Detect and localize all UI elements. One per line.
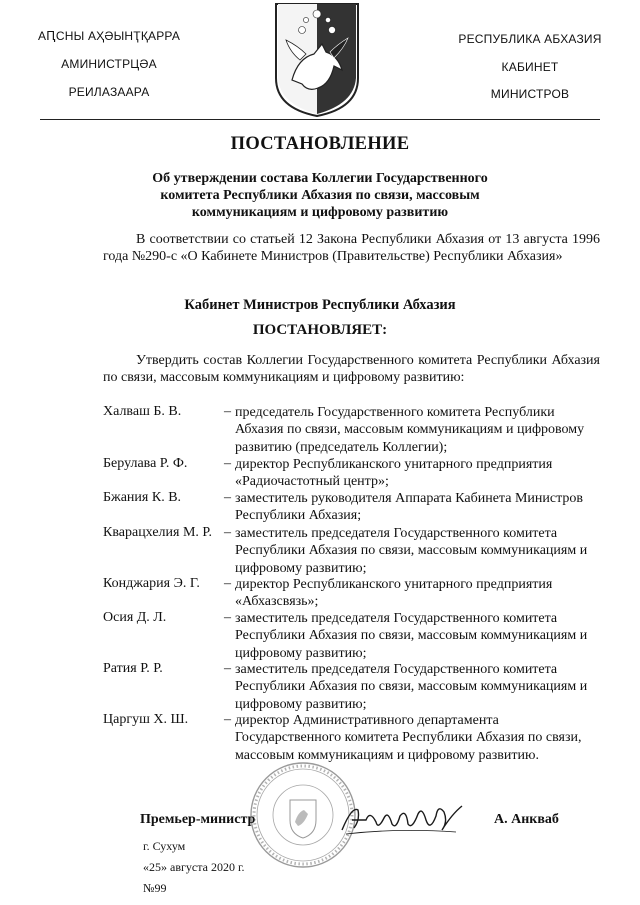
document-type: ПОСТАНОВЛЕНИЕ (230, 134, 410, 154)
issue-date: «25» августа 2020 г. (143, 860, 245, 874)
signatory-position: Премьер-министр (140, 812, 256, 827)
document-number: №99 (143, 881, 167, 895)
coat-of-arms-emblem (272, 0, 362, 118)
member-role: председатель Государственного комитета Республики Абхазия по связи, массовым коммуникациям и цифровому развитию (председатель Коллегии); (235, 405, 585, 455)
member-name: Царгуш Х. Ш. (103, 712, 189, 727)
header-left-line-2: АМИНИСТРЦӘА (61, 57, 157, 71)
header-divider (40, 119, 600, 120)
member-dash: – (224, 525, 231, 540)
member-name: Конджария Э. Г. (103, 576, 200, 591)
member-dash: – (224, 661, 231, 676)
header-right-line-1: РЕСПУБЛИКА АБХАЗИЯ (458, 32, 602, 46)
member-name: Осия Д. Л. (103, 610, 167, 625)
document-title-line-3: коммуникациям и цифровому развитию (191, 205, 449, 220)
preamble-paragraph: В соответствии со статьей 12 Закона Республики Абхазия от 13 августа 1996 года №290-с «О Кабинете Министров (Правительстве) Республики Абхазия» (103, 232, 600, 265)
signatory-name: А. Анкваб (494, 812, 559, 827)
member-role: заместитель председателя Государственного комитета Республики Абхазия по связи, массовым коммуникациям и цифровому развитию; (235, 526, 588, 576)
document-title-line-1: Об утверждении состава Коллегии Государственного (152, 171, 488, 186)
header-right-line-2: КАБИНЕТ (501, 60, 559, 74)
issuer-line: Кабинет Министров Республики Абхазия (184, 297, 456, 313)
member-dash: – (224, 404, 231, 419)
document-title-line-2: комитета Республики Абхазия по связи, массовым (160, 188, 480, 203)
member-dash: – (224, 610, 231, 625)
resolves-heading: ПОСТАНОВЛЯЕТ: (252, 322, 388, 338)
member-name: Халваш Б. В. (103, 404, 182, 419)
member-role: директор Административного департамента Государственного комитета Республики Абхазия по связи, массовым коммуникациям и цифровому развитию. (235, 713, 582, 763)
member-name: Бжания К. В. (103, 490, 182, 505)
member-name: Кварацхелия М. Р. (103, 525, 212, 540)
member-dash: – (224, 456, 231, 471)
resolution-paragraph: Утвердить состав Коллегии Государственного комитета Республики Абхазия по связи, массовым коммуникациям и цифровому развитию: (103, 353, 600, 386)
member-dash: – (224, 712, 231, 727)
member-role: заместитель председателя Государственного комитета Республики Абхазия по связи, массовым коммуникациям и цифровому развитию; (235, 662, 588, 712)
member-role: заместитель руководителя Аппарата Кабинета Министров Республики Абхазия; (235, 491, 583, 524)
member-dash: – (224, 490, 231, 505)
member-name: Ратия Р. Р. (103, 661, 163, 676)
member-role: директор Республиканского унитарного предприятия «Радиочастотный центр»; (235, 457, 553, 490)
member-dash: – (224, 576, 231, 591)
member-role: директор Республиканского унитарного предприятия «Абхазсвязь»; (235, 577, 553, 610)
handwritten-signature (338, 800, 473, 840)
member-name: Берулава Р. Ф. (103, 456, 188, 471)
member-role: заместитель председателя Государственного комитета Республики Абхазия по связи, массовым коммуникациям и цифровому развитию; (235, 611, 588, 661)
header-left-line-1: АԤСНЫ АҲӘЫНҬҚАРРА (37, 29, 181, 43)
header-left-line-3: РЕИЛАЗААРА (68, 85, 150, 99)
issue-city: г. Сухум (143, 839, 186, 853)
header-right-line-3: МИНИСТРОВ (490, 87, 570, 101)
